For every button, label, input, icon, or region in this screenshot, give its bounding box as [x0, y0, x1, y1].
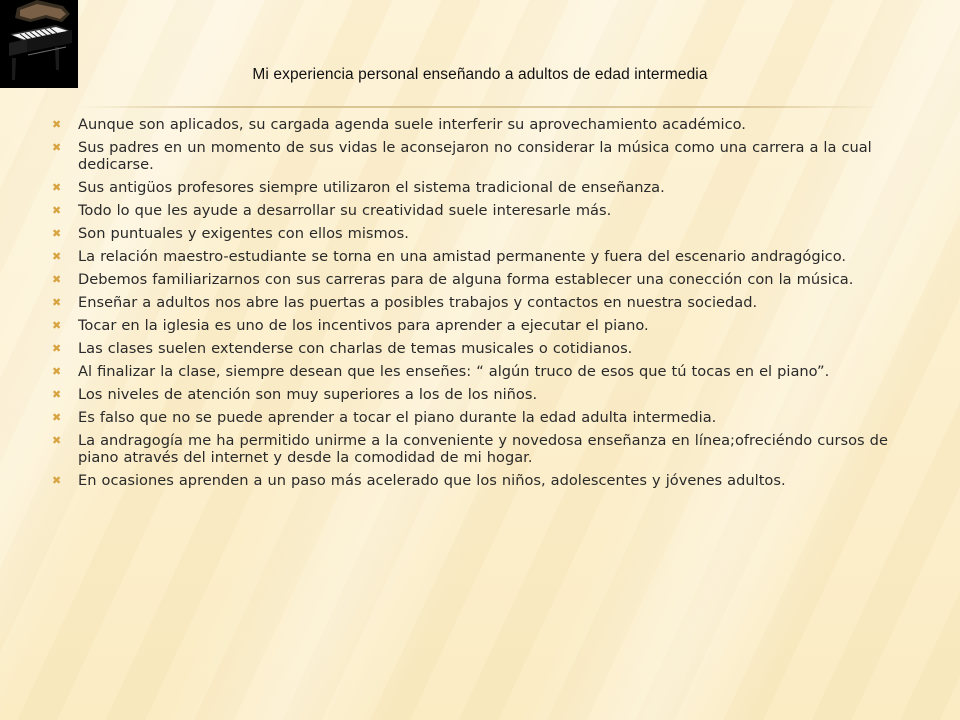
bullet-list: [52, 116, 932, 495]
bullet-x-icon: ✖: [52, 342, 62, 356]
bullet-text: En ocasiones aprenden a un paso más acelerado que los niños, adolescentes y jóvenes adultos.: [78, 472, 786, 490]
bullet-text: La relación maestro-estudiante se torna en una amistad permanente y fuera del escenario andragógico.: [78, 248, 847, 266]
bullet-text: Sus antigüos profesores siempre utilizaron el sistema tradicional de enseñanza.: [78, 179, 665, 197]
slide-title: Mi experiencia personal enseñando a adultos de edad intermedia: [252, 66, 708, 83]
title-divider: [80, 106, 880, 108]
bullet-x-icon: ✖: [52, 227, 62, 241]
bullet-text: Debemos familiarizarnos con sus carreras para de alguna forma establecer una conección con la música.: [78, 271, 854, 289]
bullet-x-icon: ✖: [52, 273, 62, 287]
list-item: [52, 409, 932, 426]
bullet-x-icon: ✖: [52, 204, 62, 218]
bullet-x-icon: ✖: [52, 118, 62, 131]
bullet-text: Al finalizar la clase, siempre desean que les enseñes: “ algún truco de esos que tú tocas en el piano”.: [78, 363, 830, 381]
list-item: [52, 432, 932, 466]
bullet-text: La andragogía me ha permitido unirme a la conveniente y novedosa enseñanza en línea;ofreciéndo cursos de piano através del internet y desde la comodidad de mi hogar.: [78, 432, 888, 467]
list-item: [52, 139, 932, 173]
bullet-text: Tocar en la iglesia es uno de los incentivos para aprender a ejecutar el piano.: [78, 317, 649, 335]
list-item: [52, 294, 932, 311]
bullet-text: Sus padres en un momento de sus vidas le aconsejaron no considerar la música como una carrera a la cual dedicarse.: [78, 139, 872, 174]
bullet-text: Todo lo que les ayude a desarrollar su creatividad suele interesarle más.: [78, 202, 612, 220]
bullet-text: Las clases suelen extenderse con charlas de temas musicales o cotidianos.: [78, 340, 633, 358]
bullet-x-icon: ✖: [52, 296, 62, 310]
list-item: [52, 202, 932, 219]
list-item: [52, 363, 932, 380]
list-item: [52, 386, 932, 403]
bullet-text: Es falso que no se puede aprender a tocar el piano durante la edad adulta intermedia.: [78, 409, 717, 427]
list-item: [52, 116, 932, 133]
list-item: [52, 472, 932, 489]
bullet-x-icon: ✖: [52, 141, 62, 154]
list-item: [52, 271, 932, 288]
list-item: [52, 179, 932, 196]
bullet-x-icon: ✖: [52, 181, 62, 195]
bullet-x-icon: ✖: [52, 434, 62, 448]
bullet-x-icon: ✖: [52, 250, 62, 264]
bullet-x-icon: ✖: [52, 411, 62, 425]
list-item: [52, 340, 932, 357]
bullet-text: Son puntuales y exigentes con ellos mismos.: [78, 225, 409, 243]
bullet-x-icon: ✖: [52, 474, 62, 488]
bullet-text: Aunque son aplicados, su cargada agenda suele interferir su aprovechamiento académico.: [78, 116, 746, 133]
list-item: [52, 225, 932, 242]
bullet-text: Enseñar a adultos nos abre las puertas a posibles trabajos y contactos en nuestra sociedad.: [78, 294, 758, 312]
list-item: [52, 248, 932, 265]
bullet-x-icon: ✖: [52, 319, 62, 333]
bullet-x-icon: ✖: [52, 388, 62, 402]
bullet-x-icon: ✖: [52, 365, 62, 379]
list-item: [52, 317, 932, 334]
bullet-text: Los niveles de atención son muy superiores a los de los niños.: [78, 386, 538, 404]
